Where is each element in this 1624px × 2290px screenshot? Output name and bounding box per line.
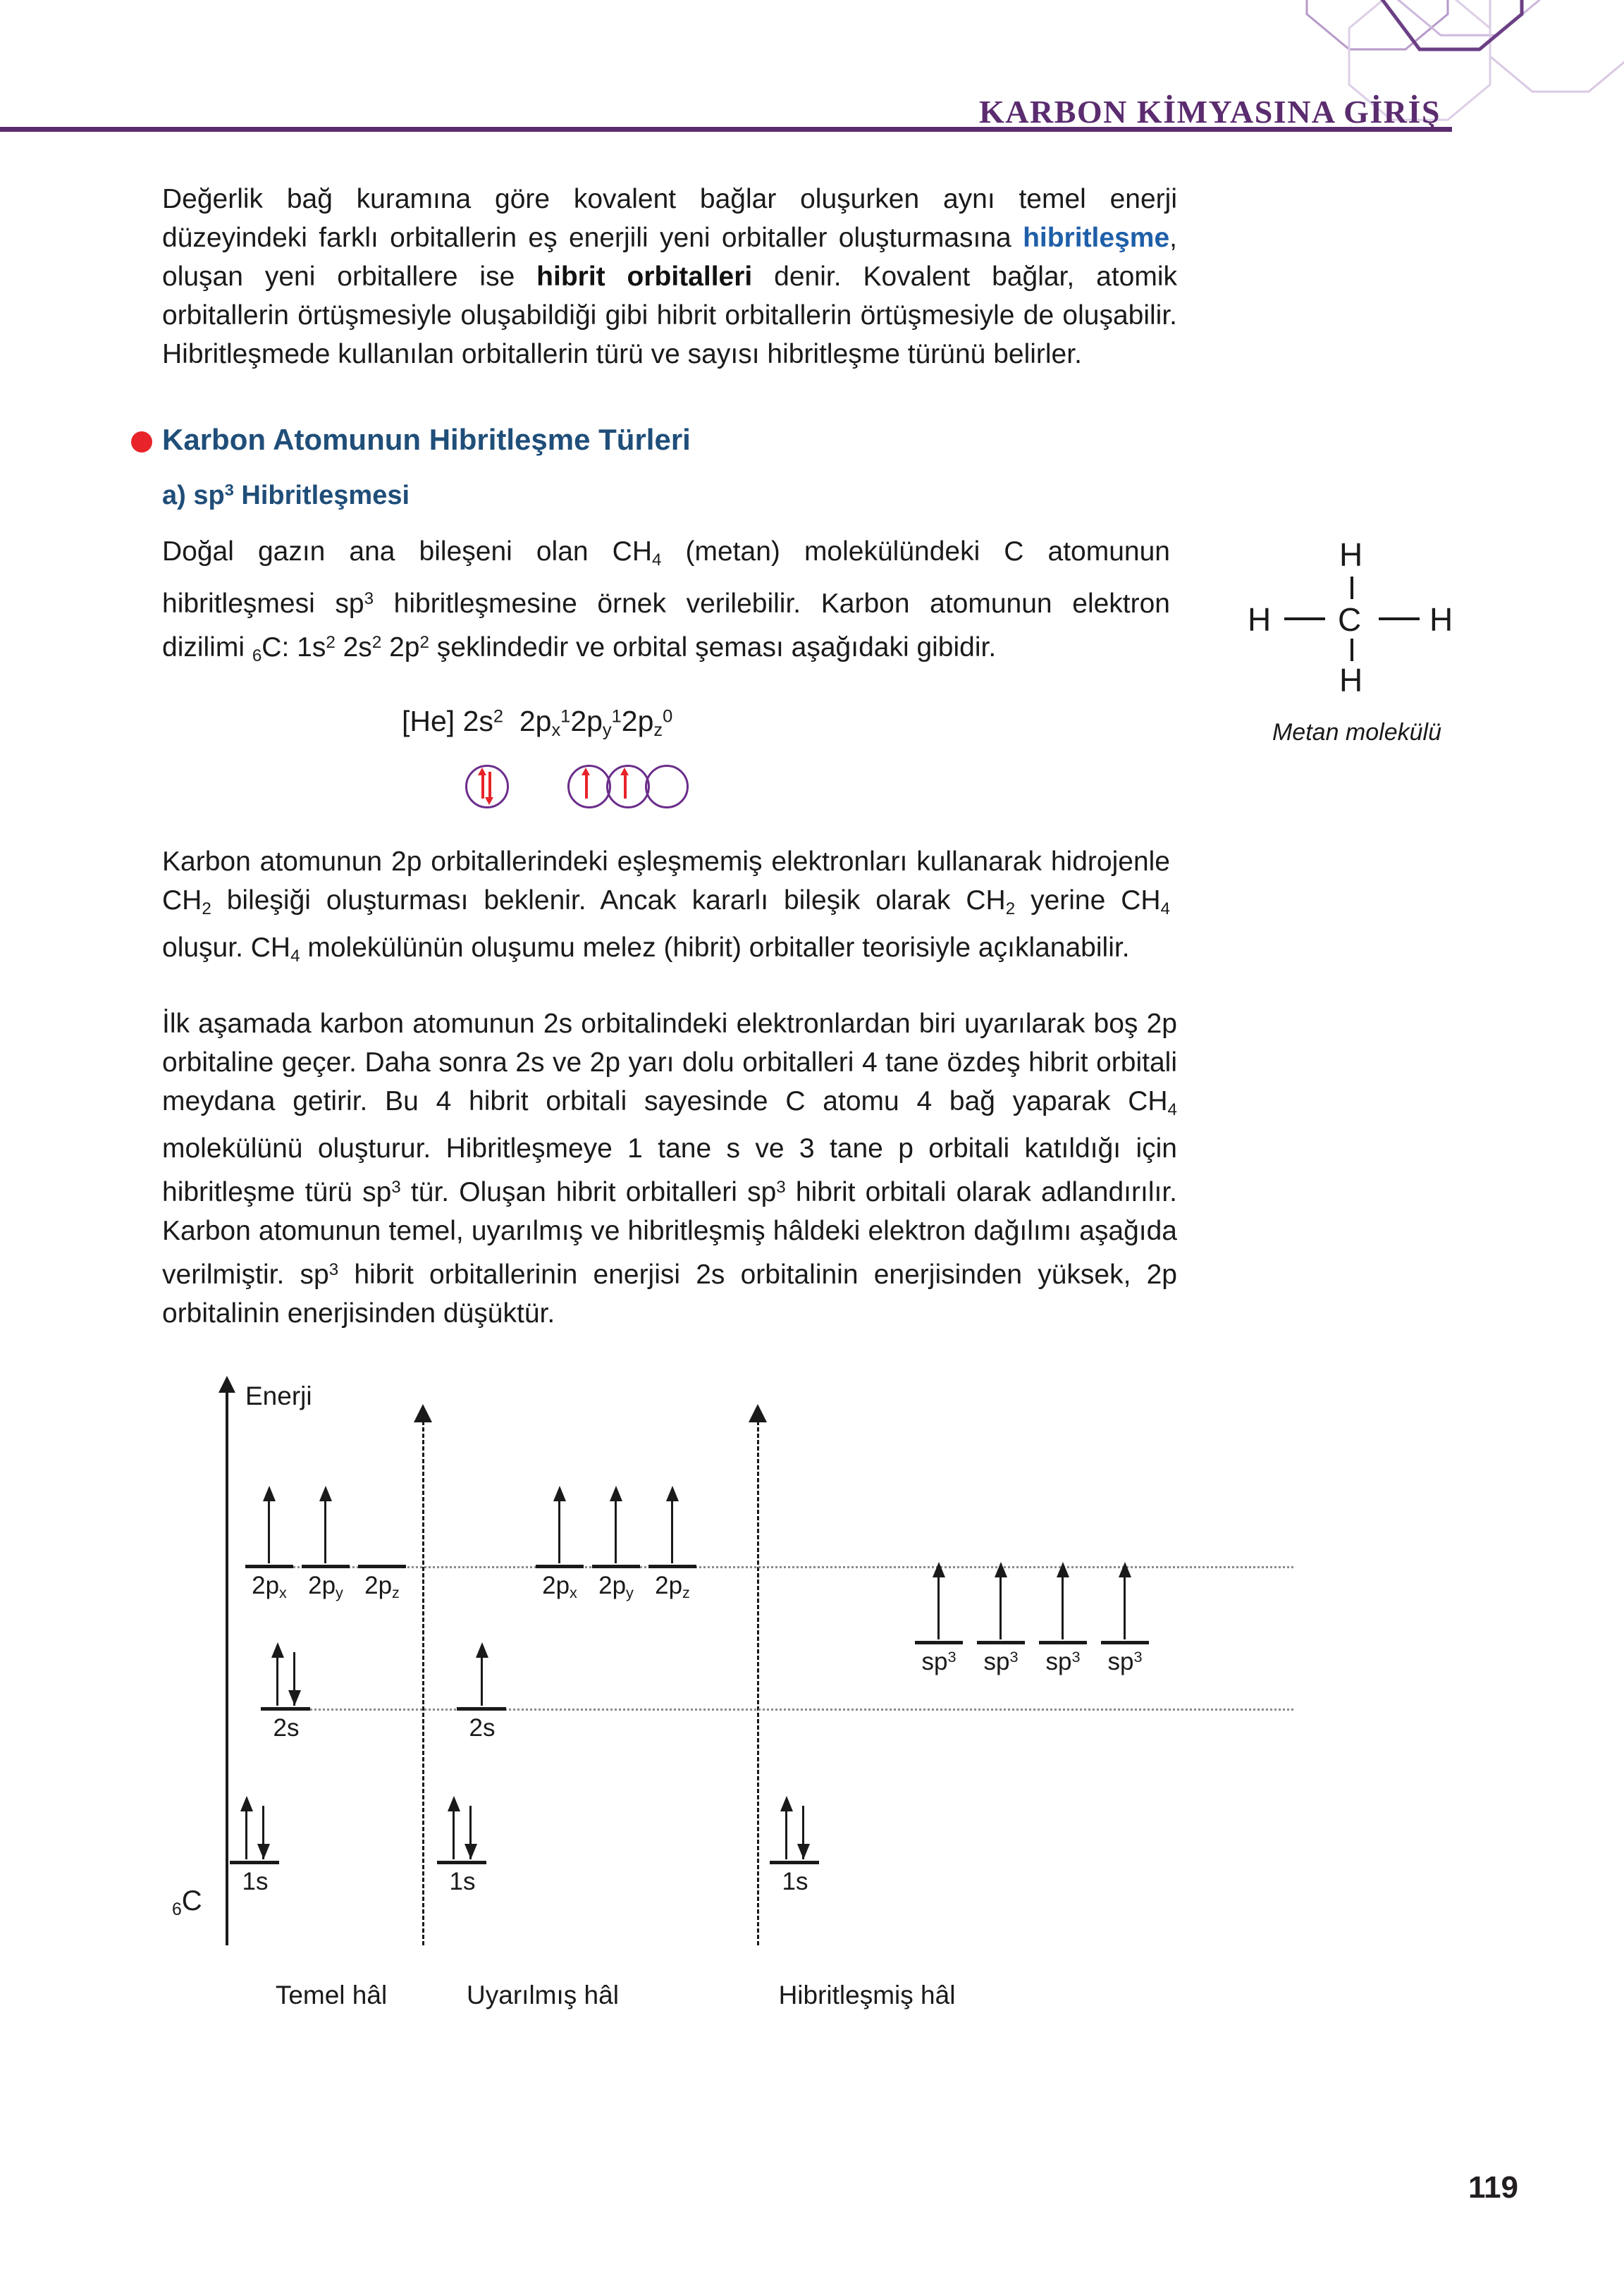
electron-arrow-2py-ground-head-icon [319, 1486, 332, 1501]
methane-carbon: C [1338, 601, 1362, 638]
section-heading: Karbon Atomunun Hibritleşme Türleri [162, 423, 691, 456]
electron-arrow-up-head-2py [620, 768, 629, 775]
atom-label [172, 1885, 202, 1920]
electron-arrow-up-head-2s [478, 768, 486, 775]
level-label-1s-ground: 1s [242, 1868, 269, 1895]
subsection-heading [162, 481, 410, 511]
electron-arrow-up-1s-excited [453, 1806, 455, 1859]
electron-configuration-notation [402, 705, 672, 741]
methane-left-hydrogen: H [1248, 601, 1272, 638]
level-sp3-2 [977, 1641, 1025, 1644]
transition-divider-2 [757, 1421, 759, 1945]
level-2pz-ground [358, 1565, 406, 1568]
electron-arrow-up-1s-ground [245, 1806, 247, 1859]
2pz-exponent: 0 [663, 706, 673, 727]
electron-arrow-up-1s-hybrid [785, 1806, 787, 1859]
2s-exponent: 2 [493, 706, 504, 727]
electron-arrow-sp3-4 [1124, 1572, 1126, 1639]
level-label-2s-ground: 2s [273, 1714, 300, 1742]
electron-arrow-2px-excited-head-icon [553, 1486, 566, 1501]
guide-line-2s [285, 1709, 1293, 1711]
transition-arrow-2-head-icon [749, 1404, 767, 1422]
electron-arrow-2px-ground-head-icon [263, 1486, 276, 1501]
level-sp3-1 [915, 1641, 963, 1644]
orbital-circle-2pz [645, 765, 689, 808]
p1-part-b: , oluşan yeni orbitallere ise [162, 223, 1177, 292]
level-2s-excited [457, 1707, 506, 1711]
electron-arrow-down-1s-hybrid-head-icon [797, 1844, 810, 1859]
methane-right-hydrogen: H [1429, 601, 1453, 638]
electron-arrow-sp3-3-head-icon [1057, 1562, 1069, 1577]
methane-bond-top [1351, 577, 1353, 599]
2s-orbital-label: 2s [462, 705, 493, 737]
level-label-sp3-2: $sp^3$ [983, 1648, 1019, 1675]
electron-arrow-sp3-3 [1062, 1572, 1064, 1639]
methane-top-hydrogen: H [1339, 536, 1363, 573]
guide-line-2p [285, 1566, 1293, 1568]
electron-arrow-sp3-2 [999, 1572, 1002, 1639]
2pz-subscript: z [653, 720, 663, 741]
electron-arrow-up-1s-excited-head-icon [448, 1796, 460, 1811]
2py-exponent: 1 [611, 706, 622, 727]
electron-arrow-sp3-1-head-icon [933, 1562, 945, 1577]
electron-arrow-2pz-excited-head-icon [666, 1486, 679, 1501]
level-1s-excited [437, 1861, 486, 1864]
2py-subscript: y [602, 720, 612, 741]
electron-arrow-down-2s [488, 772, 491, 799]
transition-divider-1 [422, 1421, 424, 1945]
level-label-sp3-3: $sp^3$ [1045, 1648, 1081, 1675]
p1-part-c: denir. Kovalent bağlar, atomik orbitallerin örtüşmesiyle oluşabildiği gibi hibrit orbitallerin örtüşmesiyle de oluşabilir. Hibritleşmede kullanılan orbitallerin türü ve sayısı hibritleşme türünü belirler. [162, 261, 1177, 369]
level-label-2py-ground: $2p_y$ [308, 1572, 343, 1602]
electron-arrow-2px-excited [558, 1496, 560, 1563]
level-sp3-4 [1101, 1641, 1149, 1644]
electron-arrow-up-2s-excited [481, 1652, 483, 1706]
subsection-rest: Hibritleşmesi [233, 481, 410, 510]
electron-arrow-sp3-4-head-icon [1119, 1562, 1131, 1577]
paragraph-ch2-vs-ch4: Karbon atomunun 2p orbitallerindeki eşleşmemiş elektronları kullanarak hidrojenle $CH_2$ bileşiği oluşturması beklenir. Ancak kararlı bileşik olarak $CH_2$ yerine $CH_4$ oluşur. $CH_4$ molekülünün oluşumu melez (hibrit) orbitaller teorisiyle açıklanabilir. [162, 847, 1170, 966]
electron-arrow-down-2s-ground-head-icon [288, 1690, 301, 1706]
level-2px-excited [536, 1565, 584, 1568]
electron-arrow-up-2s-excited-head-icon [476, 1642, 488, 1658]
electron-arrow-up-1s-hybrid-head-icon [780, 1796, 793, 1811]
methane-figure-caption: Metan molekülü [1272, 719, 1441, 746]
state-label-hybrid: Hibritleşmiş hâl [778, 1981, 956, 2009]
energy-axis-line [226, 1389, 228, 1945]
2px-exponent: 1 [560, 706, 571, 727]
helium-core-label: [He] [402, 705, 455, 737]
electron-arrow-2py-excited [615, 1496, 617, 1563]
methane-bond-right [1379, 617, 1420, 620]
paragraph-methane-intro: Doğal gazın ana bileşeni olan $CH_4$ (metan) molekülündeki C atomunun hibritleşmesi $sp^3$ hibritleşmesine örnek verilebilir. Karbon atomunun elektron dizilimi $_6$C: $1s^2$ $2s^2$ $2p^2$ şeklindedir ve orbital şeması aşağıdaki gibidir. [162, 536, 1170, 665]
energy-axis-label: Enerji [245, 1381, 312, 1410]
level-2s-ground [261, 1707, 310, 1711]
level-label-2px-excited: $2p_x$ [542, 1572, 577, 1602]
keyword-hibritlesme: hibritleşme [1023, 223, 1170, 253]
transition-arrow-1-head-icon [414, 1404, 432, 1422]
level-2py-excited [592, 1565, 640, 1568]
methane-bond-left [1284, 617, 1325, 620]
level-label-1s-excited: 1s [449, 1868, 476, 1895]
electron-arrow-up-head-2px [582, 768, 590, 775]
2px-subscript: x [551, 720, 561, 741]
2px-orbital-label: 2p [519, 705, 552, 737]
level-label-2px-ground: $2p_x$ [252, 1572, 287, 1602]
2py-orbital-label: 2p [570, 705, 603, 737]
electron-arrow-up-2py [624, 772, 627, 799]
subsection-prefix: a) sp [162, 481, 225, 510]
electron-arrow-up-2s-ground [276, 1652, 278, 1706]
p1-part-a: Değerlik bağ kuramına göre kovalent bağlar oluşurken aynı temel enerji düzeyindeki farklı orbitallerin eş enerjili yeni orbitaller oluşturmasına [162, 184, 1177, 253]
2pz-orbital-label: 2p [621, 705, 654, 737]
electron-arrow-sp3-2-head-icon [995, 1562, 1007, 1577]
level-sp3-3 [1039, 1641, 1087, 1644]
level-label-sp3-1: $sp^3$ [921, 1648, 956, 1675]
electron-arrow-up-2px [585, 772, 588, 799]
electron-arrow-up-1s-ground-head-icon [240, 1796, 253, 1811]
level-2px-ground [245, 1565, 293, 1568]
atom-label-symbol: C [181, 1885, 202, 1916]
electron-arrow-up-2s-ground-head-icon [271, 1642, 284, 1658]
energy-level-diagram [162, 1360, 1360, 2009]
electron-arrow-2px-ground [268, 1496, 270, 1563]
electron-arrow-sp3-1 [937, 1572, 940, 1639]
state-label-ground: Temel hâl [275, 1981, 388, 2009]
subsection-exponent: 3 [224, 481, 234, 500]
level-label-1s-hybrid: 1s [782, 1868, 808, 1895]
electron-arrow-2py-ground [324, 1496, 326, 1563]
level-1s-hybrid [770, 1861, 819, 1864]
electron-arrow-down-head-2s [485, 797, 493, 805]
electron-arrow-down-1s-ground-head-icon [257, 1844, 270, 1859]
level-1s-ground [230, 1861, 279, 1864]
level-label-2s-excited: 2s [469, 1714, 496, 1742]
paragraph-hybridization-steps: İlk aşamada karbon atomunun 2s orbitalindeki elektronlardan biri uyarılarak boş 2p orbitaline geçer. Daha sonra 2s ve 2p yarı dolu orbitalleri 4 tane özdeş hibrit orbitali meydana getirir. Bu 4 hibrit orbitali sayesinde C atomu 4 bağ yaparak $CH_4$ molekülünü oluşturur. Hibritleşmeye 1 tane s ve 3 tane p orbitali katıldığı için hibritleşme türü $sp^3$ tür. Oluşan hibrit orbitalleri $sp^3$ hibrit orbitali olarak adlandırılır. Karbon atomunun temel, uyarılmış ve hibritleşmiş hâldeki elektron dağılımı aşağıda verilmiştir. $sp^3$ hibrit orbitallerinin enerjisi 2s orbitalinin enerjisinden yüksek, 2p orbitalinin enerjisinden düşüktür. [162, 1009, 1177, 1329]
page-number: 119 [1468, 2170, 1518, 2205]
level-label-sp3-4: $sp^3$ [1107, 1648, 1143, 1675]
atom-label-subscript: 6 [172, 1900, 182, 1919]
level-label-2pz-ground: $2p_z$ [364, 1572, 400, 1602]
methane-molecule-figure [1241, 536, 1473, 705]
keyword-hibrit-orbitalleri: hibrit orbitalleri [536, 261, 753, 292]
paragraph-definition [162, 180, 1177, 374]
electron-arrow-up-2s [481, 772, 484, 799]
section-bullet-icon [131, 431, 152, 453]
electron-arrow-2pz-excited [671, 1496, 673, 1563]
electron-arrow-2py-excited-head-icon [610, 1486, 622, 1501]
level-label-2py-excited: $2p_y$ [598, 1572, 634, 1602]
page-header-title: KARBON KİMYASINA GİRİŞ [979, 94, 1441, 130]
methane-bottom-hydrogen: H [1339, 662, 1363, 698]
methane-bond-bottom [1351, 639, 1353, 661]
level-2py-ground [302, 1565, 350, 1568]
electron-arrow-down-1s-excited-head-icon [465, 1844, 477, 1859]
state-label-excited: Uyarılmış hâl [467, 1981, 619, 2009]
level-label-2pz-excited: $2p_z$ [655, 1572, 690, 1602]
level-2pz-excited [648, 1565, 696, 1568]
